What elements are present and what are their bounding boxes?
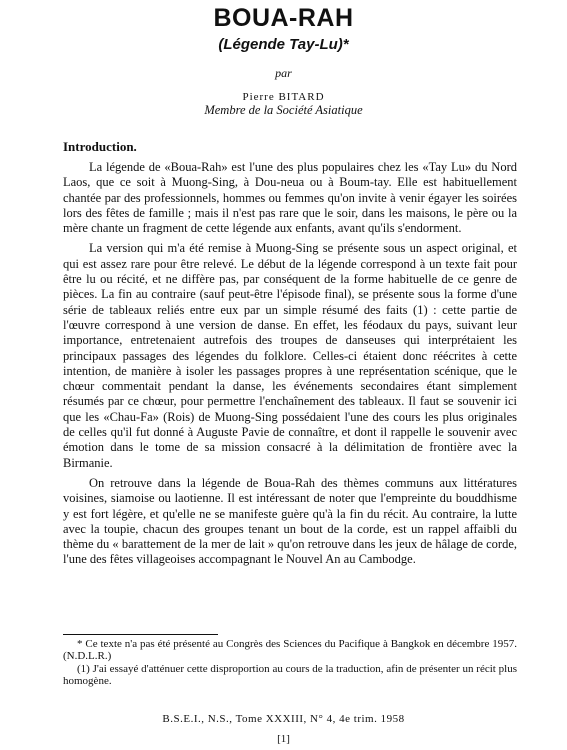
page-number: [1] [277, 733, 290, 745]
document-title: BOUA-RAH [213, 4, 354, 32]
document-subtitle: (Légende Tay-Lu)* [218, 36, 349, 53]
byline-par: par [275, 66, 292, 80]
author-affiliation: Membre de la Société Asiatique [204, 103, 363, 117]
body-text [63, 160, 517, 573]
footnote-1: * Ce texte n'a pas été présenté au Congrès des Sciences du Pacifique à Bangkok en décembre 1957. (N.D.L.R.) [63, 638, 517, 663]
footnotes [63, 638, 517, 688]
section-heading: Introduction. [63, 139, 137, 154]
paragraph-3: On retrouve dans la légende de Boua-Rah des thèmes communs aux littératures voisines, siamoise ou laotienne. Il est intéressant de noter que l'empreinte du bouddhisme y est fort légère, et qu'elle ne se manifeste guère qu'à la fin du récit. Au contraire, la lutte avec la toupie, chacun des groupes tenant un bout de la corde, est un rappel affaibli du thème du « barattement de la mer de lait » qu'on retrouve dans les jeux de hâlage de corde, l'une des fêtes villageoises accompagnant le Nouvel An au Cambodge. [63, 475, 517, 567]
paragraph-2: La version qui m'a été remise à Muong-Sing se présente sous un aspect original, et qui est assez rare pour être relevé. Le début de la légende correspond à un texte fait pour être lu ou récité, et ne diffère pas, par conséquent de la forme habituelle de ce genre de pièces. La fin au contraire (sauf peut-être l'épisode final), se présente sous la forme d'une série de tableaux reliés entre eux par un simple résumé des faits (1) : cette partie de l'œuvre correspond à une version de danse. En effet, les féodaux du pays, suivant leur importance, entretenaient autrefois des troupes de danseuses qui interprétaient les principaux passages des légendes du folklore. Celles-ci étaient donc réécrites à cette intention, de manière à isoler les passages propres à une représentation scénique, que le chœur commentait pendant la danse, les événements secondaires étant simplement résumés par ce chœur, pour permettre l'enchaînement des tableaux. Il faut se souvenir ici que les «Chau-Fa» (Rois) de Muong-Sing possédaient l'une des cours les plus originales de celles qu'il fut donné à Auguste Pavie de connaître, et dont il rappelle le souvenir avec émotion dans le tome de sa mission consacré à la délimitation de frontière avec la Birmanie. [63, 241, 517, 470]
journal-citation: B.S.E.I., N.S., Tome XXXIII, N° 4, 4e trim. 1958 [162, 713, 405, 725]
author-name: Pierre BITARD [242, 91, 325, 103]
paragraph-1: La légende de «Boua-Rah» est l'une des plus populaires chez les «Tay Lu» du Nord Laos, que ce soit à Muong-Sing, à Dou-neua ou à Boum-tay. Elle est habituellement chantée par des professionnels, hommes ou femmes qu'on invite à venir égayer les soirées lors des fêtes de famille ; mais il n'est pas rare que le soir, dans les maisons, le père ou la mère chante un fragment de cette légende aux enfants, avant qu'ils s'endorment. [63, 160, 517, 236]
footnote-divider [63, 634, 218, 635]
footnote-2: (1) J'ai essayé d'atténuer cette disproportion au cours de la traduction, afin de présenter un récit plus homogène. [63, 662, 517, 688]
